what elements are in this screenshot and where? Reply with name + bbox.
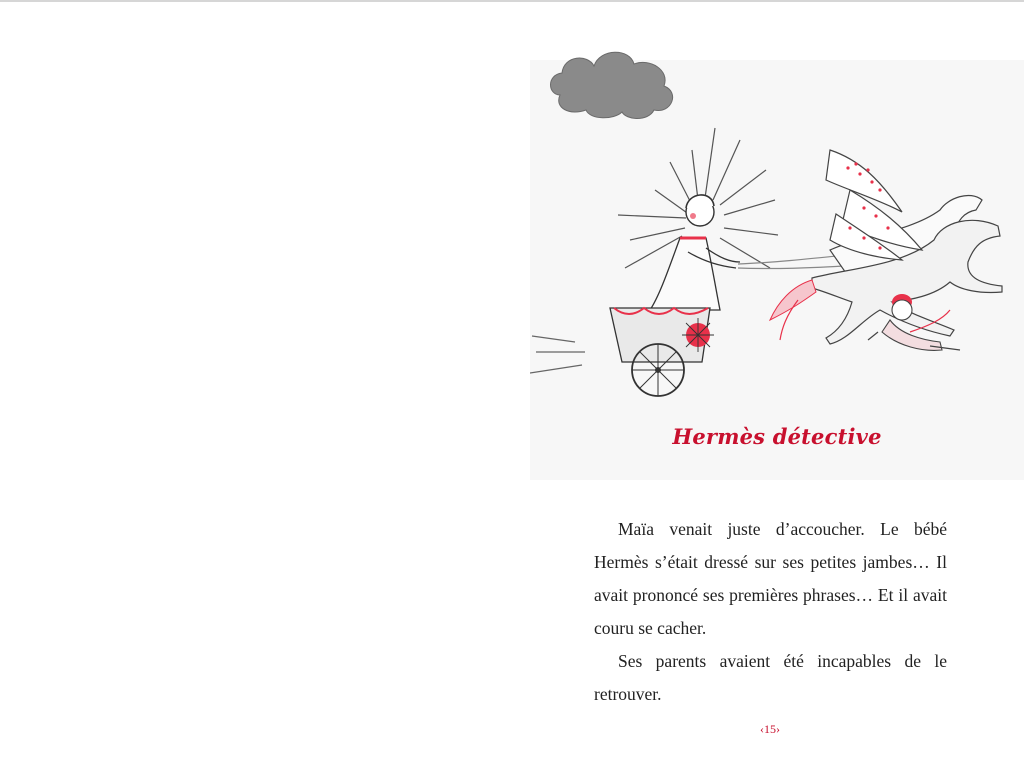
paragraph-2: Ses parents avaient été incapables de le retrouver. [594,651,947,704]
page-number-value: 15 [764,722,776,736]
chapter-illustration [530,40,1024,480]
left-page-blank [0,2,512,768]
paragraph-1: Maïa venait juste d’accoucher. Le bébé Hermès s’était dressé sur ses petites jambes… Il avait prononcé ses premières phrases… Et il avait couru se cacher. [594,519,947,638]
page-number [740,722,800,737]
chapter-title: Hermès détective [672,424,882,449]
body-text [594,513,947,711]
page-number-left-mark: ‹ [760,722,764,736]
page-number-right-mark: › [776,722,780,736]
